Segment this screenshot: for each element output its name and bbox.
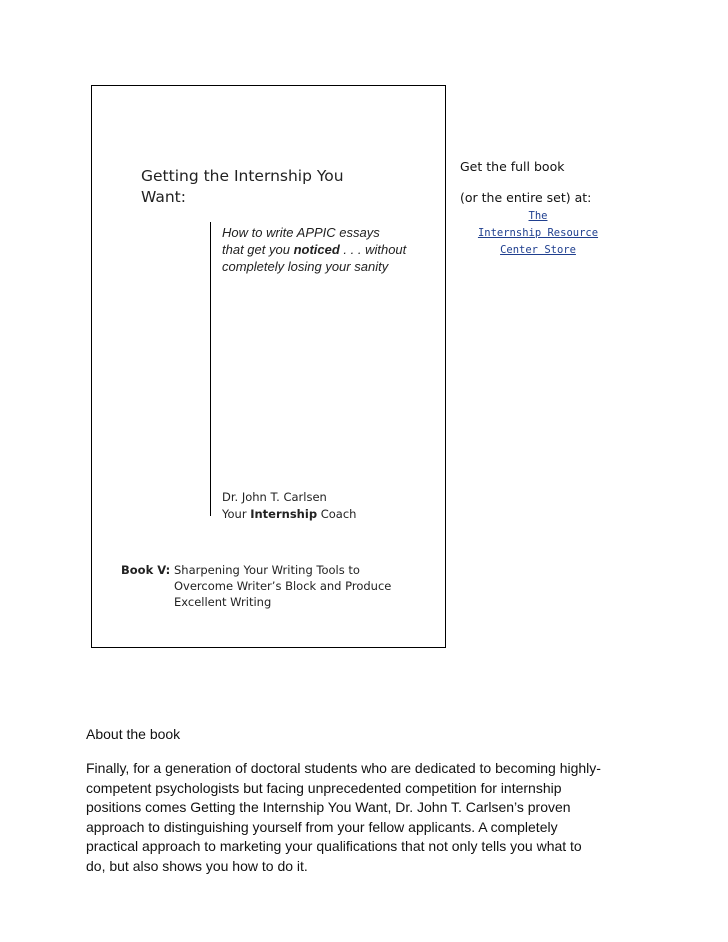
book-title: [141, 166, 421, 208]
entire-set-text: (or the entire set) at:: [460, 190, 592, 205]
subtitle-line-2-end: . . . without: [339, 242, 407, 257]
store-link-line-3: Center Store: [500, 244, 576, 256]
book-title-line-2: Want:: [141, 188, 186, 206]
subtitle-emphasis: noticed: [293, 242, 340, 257]
author-role: [222, 506, 437, 523]
book-desc-line-1: Sharpening Your Writing Tools to: [174, 563, 360, 577]
about-line-1: Finally, for a generation of doctoral students who are dedicated to becoming highly-: [86, 760, 601, 776]
cover-divider-line: [210, 222, 211, 516]
get-full-book-text: Get the full book: [460, 159, 565, 174]
about-line-5: practical approach to marketing your qualifications that not only tells you what to: [86, 838, 582, 854]
about-paragraph: [86, 759, 706, 876]
author-role-start: Your: [222, 507, 251, 521]
author-role-end: Coach: [317, 507, 357, 521]
author-name: Dr. John T. Carlsen: [222, 490, 327, 504]
book-volume-label: Book V:: [121, 563, 171, 577]
resource-center-store-link[interactable]: [470, 208, 606, 259]
subtitle-line-3: completely losing your sanity: [222, 259, 389, 274]
subtitle-line-1: How to write APPIC essays: [222, 225, 380, 240]
subtitle-line-2: [222, 241, 437, 258]
book-desc-line-2: Overcome Writer’s Block and Produce: [174, 579, 392, 593]
subtitle-line-2-start: that get you: [222, 242, 294, 257]
about-line-2: competent psychologists but facing unprecedented competition for internship: [86, 779, 562, 796]
author-block: [222, 489, 437, 523]
book-title-line-1: Getting the Internship You: [141, 167, 344, 185]
about-heading: About the book: [86, 726, 181, 742]
about-line-6: do, but also shows you how to do it.: [86, 857, 308, 874]
book-subtitle: [222, 224, 437, 275]
author-role-emphasis: Internship: [250, 507, 318, 521]
store-link-line-1: The: [528, 210, 548, 222]
store-link-line-2: Internship Resource: [477, 227, 599, 239]
about-line-3: positions comes Getting the Internship You Want, Dr. John T. Carlsen’s proven: [86, 799, 571, 815]
about-line-4: approach to distinguishing yourself from your fellow applicants. A completely: [86, 818, 558, 835]
book-desc-line-3: Excellent Writing: [174, 595, 272, 609]
book-volume-description: [174, 562, 424, 610]
